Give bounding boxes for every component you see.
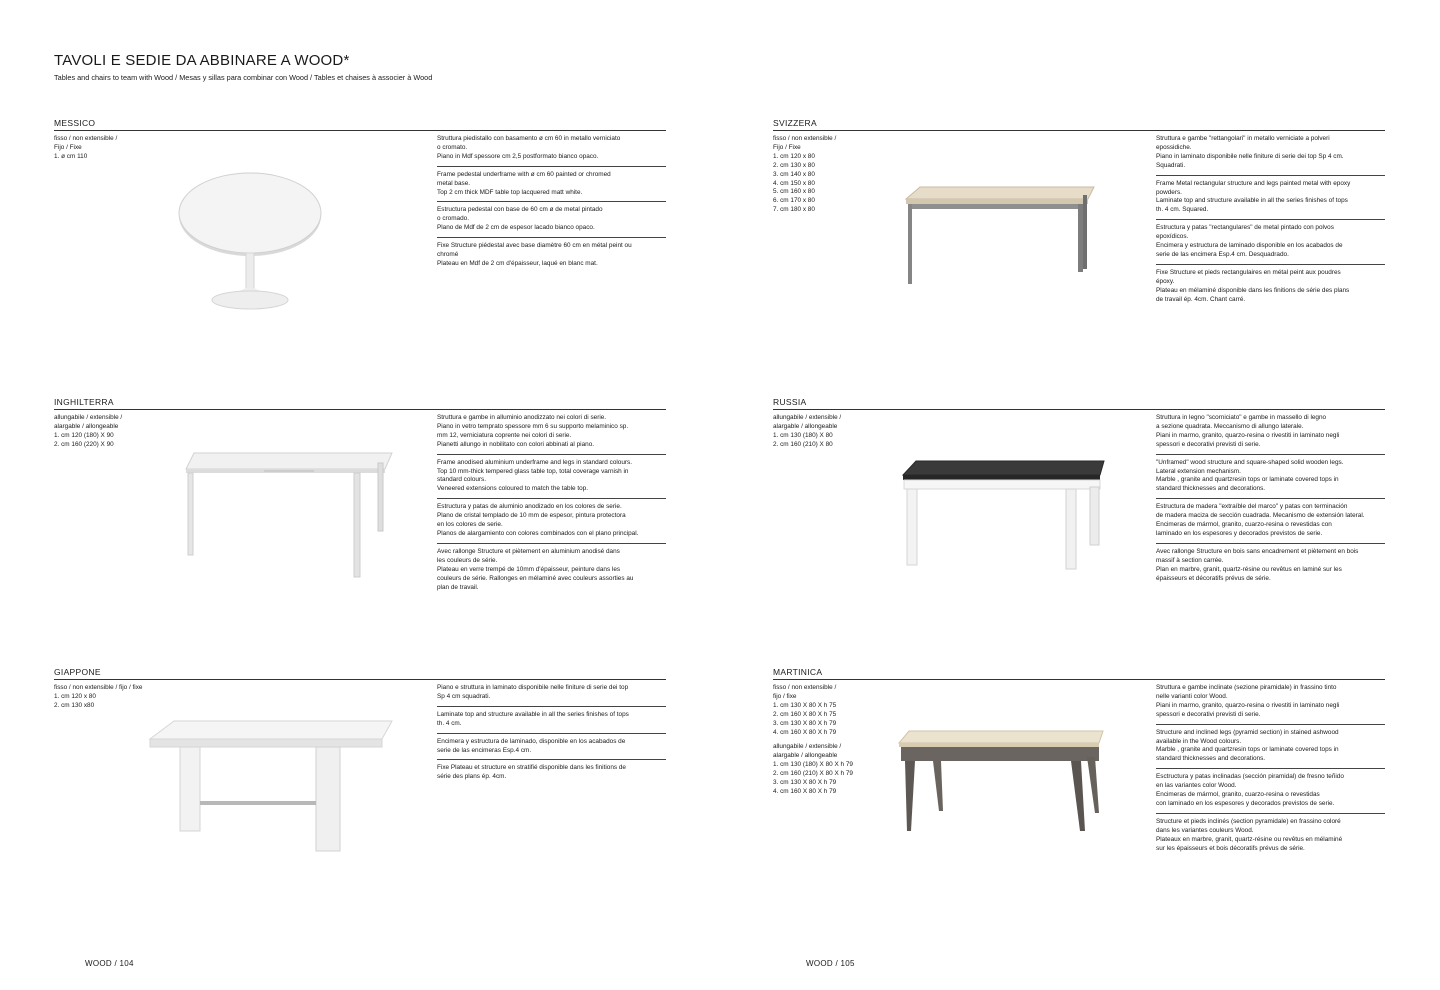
description — [1156, 135, 1385, 313]
desc-line: Marble , granite and quartzresin tops or laminate covered tops in — [1156, 746, 1339, 754]
desc-line: plan de travail. — [437, 583, 479, 591]
desc-french — [1156, 269, 1385, 309]
desc-line: époxy. — [1156, 277, 1175, 285]
desc-line: nelle varianti color Wood. — [1156, 692, 1228, 700]
description — [437, 135, 666, 277]
desc-line: épaisseurs et décoratifs prévus de série. — [1156, 574, 1271, 582]
desc-line: Laminate top and structure available in all the series finishes of tops — [1156, 197, 1348, 205]
table-image-martinica — [895, 727, 1110, 837]
product-name: INGHILTERRA — [54, 397, 114, 407]
size-line: 2. cm 160 X 80 X h 75 — [773, 710, 837, 718]
desc-line: couleurs de série. Rallonges en mélaminé avec couleurs assorties au — [437, 574, 634, 582]
desc-line: spessori e decorativi previsti di serie. — [1156, 710, 1261, 718]
desc-line: Fixe Plateau et structure en stratifié disponible dans les finitions de — [437, 764, 626, 772]
size-line: alargable / allongeable — [773, 422, 838, 430]
desc-line: Laminate top and structure available in all the series finishes of tops — [437, 710, 629, 718]
desc-line: o cromado. — [437, 215, 469, 223]
product-giappone — [54, 667, 666, 927]
size-line: 4. cm 160 X 80 X h 79 — [773, 787, 837, 795]
size-line: 4. cm 150 x 80 — [773, 179, 815, 187]
desc-line: serie de las encimeras Esp.4 cm. — [437, 746, 532, 754]
product-svizzera — [773, 118, 1385, 378]
desc-line: en los colores de serie. — [437, 521, 503, 529]
desc-english — [1156, 180, 1385, 221]
desc-line: en las variantes color Wood. — [1156, 782, 1237, 790]
desc-line: a sezione quadrata. Meccanismo di allungo laterale. — [1156, 422, 1304, 430]
product-inghilterra — [54, 397, 666, 657]
size-line: fisso / non extensible / — [773, 135, 837, 142]
desc-line: Plateaux en marbre, granit, quartz-résine ou revêtus en mélaminé — [1156, 835, 1343, 843]
desc-line: Estructura y patas "rectangulares" de metal pintado con polvos — [1156, 224, 1334, 232]
desc-italian — [437, 684, 666, 707]
desc-line: serie de las encimera Esp.4 cm. Desquadrado. — [1156, 250, 1289, 258]
desc-line: série des plans ép. 4cm. — [437, 773, 507, 781]
product-russia — [773, 397, 1385, 657]
desc-line: th. 4 cm. Squared. — [1156, 206, 1209, 214]
desc-line: de travail ép. 4cm. Chant carré. — [1156, 295, 1246, 303]
size-line: 2. cm 160 (210) X 80 X h 79 — [773, 770, 853, 778]
desc-line: Encimeras de mármol, granito, cuarzo-resina o revestidas con — [1156, 521, 1332, 529]
desc-line: Estructura de madera "extraíble del marco" y patas con terminación — [1156, 503, 1348, 511]
divider — [773, 409, 1385, 410]
size-line: 3. cm 130 X 80 X h 79 — [773, 779, 837, 787]
desc-line: massif à section carrée. — [1156, 556, 1224, 564]
size-list — [54, 684, 254, 711]
desc-line: Structure et pieds inclinés (section pyramidale) en frassino coloré — [1156, 817, 1341, 825]
desc-line: Plan en marbre, granit, quartz-résine ou revêtus en laminé sur les — [1156, 565, 1342, 573]
size-line: 1. ø cm 110 — [54, 152, 88, 160]
desc-italian — [437, 135, 666, 167]
desc-line: Plateau en Mdf de 2 cm d'épaisseur, laqué en blanc mat. — [437, 259, 598, 267]
size-line: allungabile / extensible / — [773, 743, 842, 751]
desc-line: con laminado en los espesores y decorados previstos de serie. — [1156, 799, 1335, 807]
desc-line: Lateral extension mechanism. — [1156, 467, 1241, 475]
size-line: 2. cm 160 (210) X 80 — [773, 440, 833, 448]
desc-line: chromé — [437, 251, 459, 259]
desc-line: spessori e decorativi previsti di serie. — [1156, 440, 1261, 448]
desc-italian — [1156, 414, 1385, 455]
desc-french — [437, 548, 666, 597]
desc-line: Encimera y estructura de laminado, disponible en los acabados de — [437, 737, 626, 745]
desc-line: standard thicknesses and decorations. — [1156, 485, 1266, 493]
desc-line: dans les variantes couleurs Wood. — [1156, 826, 1254, 834]
size-line: fisso / non extensible / — [54, 135, 118, 142]
desc-line: Estructura pedestal con base de 60 cm ø de metal pintado — [437, 206, 603, 214]
desc-spanish — [1156, 224, 1385, 265]
desc-french — [1156, 818, 1385, 858]
table-image-svizzera — [898, 183, 1098, 293]
desc-line: mm 12, verniciatura coprente nei colori di serie. — [437, 431, 572, 439]
desc-line: Fixe Structure et pieds rectangulaires en métal peint aux poudres — [1156, 268, 1341, 276]
desc-line: Planos de alargamiento con colores combinados con el plano principal. — [437, 529, 639, 537]
size-line: Fijo / Fixe — [773, 143, 801, 151]
divider — [773, 679, 1385, 680]
size-line: 1. cm 130 (180) X 80 X h 79 — [773, 761, 853, 769]
size-line: 1. cm 120 x 80 — [773, 152, 815, 160]
desc-line: Struttura e gambe "rettangolari" in metallo verniciate a polveri — [1156, 135, 1330, 142]
size-line: 7. cm 180 x 80 — [773, 206, 815, 214]
desc-line: laminado en los espesores y decorados previstos de serie. — [1156, 529, 1323, 537]
size-line: 1. cm 120 (180) X 90 — [54, 431, 114, 439]
size-line: Fijo / Fixe — [54, 143, 82, 151]
desc-line: Pianetti allungo in nobilitato con colori abbinati al piano. — [437, 440, 595, 448]
desc-line: Struttura e gambe in alluminio anodizzato nei colori di serie. — [437, 414, 607, 421]
size-line: 2. cm 160 (220) X 90 — [54, 440, 114, 448]
desc-line: Avec rallonge Structure et piètement en aluminium anodisé dans — [437, 547, 620, 555]
description — [437, 414, 666, 600]
desc-line: Veneered extensions coloured to match the table top. — [437, 485, 588, 493]
product-name: RUSSIA — [773, 397, 807, 407]
desc-line: Estructura y patas de aluminio anodizado en los colores de serie. — [437, 503, 622, 511]
size-line: 1. cm 130 X 80 X h 75 — [773, 701, 837, 709]
product-name: MARTINICA — [773, 667, 823, 677]
description — [1156, 414, 1385, 592]
table-image-russia — [898, 457, 1108, 572]
desc-english — [1156, 729, 1385, 770]
desc-line: Piani in marmo, granito, quarzo-resina o rivestiti in laminato negli — [1156, 431, 1340, 439]
page-title: TAVOLI E SEDIE DA ABBINARE A WOOD* — [54, 52, 350, 69]
product-name: GIAPPONE — [54, 667, 101, 677]
desc-line: Struttura e gambe inclinate (sezione piramidale) in frassino tinto — [1156, 684, 1337, 691]
size-list — [773, 414, 973, 450]
size-line: fisso / non extensible / — [773, 684, 837, 691]
size-line: 3. cm 130 X 80 X h 79 — [773, 719, 837, 727]
size-line: 2. cm 130 x 80 — [773, 161, 815, 169]
desc-line: Plano de cristal templado de 10 mm de espesor, pintura protectora — [437, 512, 626, 520]
desc-line: th. 4 cm. — [437, 719, 462, 727]
desc-english — [437, 171, 666, 203]
desc-spanish — [437, 206, 666, 238]
desc-line: o cromato. — [437, 143, 468, 151]
desc-line: Plano de Mdf de 2 cm de espesor lacado bianco opaco. — [437, 224, 595, 232]
desc-line: Top 10 mm-thick tempered glass table top, total coverage varnish in — [437, 467, 629, 475]
desc-line: Piano in laminato disponibile nelle finiture di serie dei top Sp 4 cm. — [1156, 152, 1344, 160]
desc-spanish — [1156, 773, 1385, 814]
desc-english — [437, 459, 666, 500]
desc-line: Marble , granite and quartzresin tops or laminate covered tops in — [1156, 476, 1339, 484]
desc-line: Piano in vetro temprato spessore mm 6 su supporto melaminico sp. — [437, 422, 629, 430]
page-number-left: WOOD / 104 — [85, 959, 134, 968]
size-line: 4. cm 160 X 80 X h 79 — [773, 728, 837, 736]
desc-line: Avec rallonge Structure en bois sans encadrement et piètement en bois — [1156, 547, 1359, 555]
size-line: 5. cm 160 x 80 — [773, 188, 815, 196]
size-line: 1. cm 120 x 80 — [54, 692, 96, 700]
desc-line: Piani in marmo, granito, quarzo-resina o rivestiti in laminato negli — [1156, 701, 1340, 709]
divider — [54, 409, 666, 410]
desc-line: standard thicknesses and decorations. — [1156, 755, 1266, 763]
size-list — [54, 135, 254, 162]
desc-line: sur les épaisseurs et bois décoratifs prévus de série. — [1156, 844, 1305, 852]
desc-line: Struttura piedistallo con basamento ø cm 60 in metallo verniciato — [437, 135, 621, 142]
page-subtitle: Tables and chairs to team with Wood / Mesas y sillas para combinar con Wood / Tables et chaises à associer à Wood — [54, 73, 433, 82]
desc-line: epoxídicos. — [1156, 233, 1189, 241]
desc-line: Piano e struttura in laminato disponibile nelle finiture di serie dei top — [437, 684, 629, 691]
size-line: alargable / allongeable — [773, 752, 838, 760]
size-line: 2. cm 130 x80 — [54, 701, 95, 709]
description — [437, 684, 666, 790]
desc-french — [437, 764, 666, 786]
desc-line: Frame Metal rectangular structure and legs painted metal with epoxy — [1156, 179, 1351, 187]
divider — [773, 130, 1385, 131]
table-image-messico — [174, 168, 334, 318]
desc-english — [437, 711, 666, 734]
size-line: allungabile / extensible / — [54, 414, 123, 421]
desc-line: available in the Wood colours. — [1156, 737, 1242, 745]
desc-line: Plateau en verre trempé de 10mm d'épaisseur, peinture dans les — [437, 565, 621, 573]
desc-line: Plateau en mélaminé disponible dans les finitions de série des plans — [1156, 286, 1350, 294]
desc-line: epossidiche. — [1156, 143, 1192, 151]
product-name: SVIZZERA — [773, 118, 817, 128]
divider — [54, 130, 666, 131]
desc-line: Sp 4 cm squadrati. — [437, 692, 491, 700]
size-line: fijo / fixe — [773, 692, 797, 700]
desc-spanish — [1156, 503, 1385, 544]
desc-line: Encimera y estructura de laminado disponible en los acabados de — [1156, 242, 1343, 250]
divider — [54, 679, 666, 680]
desc-french — [437, 242, 666, 273]
desc-line: Structure and inclined legs (pyramid section) in stained ashwood — [1156, 728, 1339, 736]
size-line: 1. cm 130 (180) X 80 — [773, 431, 833, 439]
product-martinica — [773, 667, 1385, 927]
desc-line: Encimeras de mármol, granito, cuarzo-resina o revestidas — [1156, 791, 1320, 799]
product-name: MESSICO — [54, 118, 96, 128]
size-line: 6. cm 170 x 80 — [773, 197, 815, 205]
desc-line: Frame pedestal underframe with ø cm 60 painted or chromed — [437, 170, 611, 178]
desc-spanish — [437, 503, 666, 544]
desc-line: Piano in Mdf spessore cm 2,5 postformato bianco opaco. — [437, 152, 599, 160]
desc-line: Esctructura y patas inclinadas (sección piramidal) de fresno teñido — [1156, 773, 1344, 781]
desc-line: de madera maciza de sección cuadrada. Mecanismo de extensión lateral. — [1156, 512, 1365, 520]
desc-line: Squadrati. — [1156, 161, 1186, 169]
desc-italian — [1156, 135, 1385, 176]
size-line: fisso / non extensible / fijo / fixe — [54, 684, 143, 691]
table-image-inghilterra — [182, 445, 397, 580]
size-line: alargable / allongeable — [54, 422, 119, 430]
desc-italian — [437, 414, 666, 455]
desc-line: Top 2 cm thick MDF table top lacquered matt white. — [437, 188, 583, 196]
page-number-right: WOOD / 105 — [806, 959, 855, 968]
size-line: 3. cm 140 x 80 — [773, 170, 815, 178]
desc-italian — [1156, 684, 1385, 725]
desc-english — [1156, 459, 1385, 500]
desc-line: les couleurs de série. — [437, 556, 498, 564]
table-image-giappone — [146, 717, 396, 857]
desc-line: "Unframed" wood structure and square-shaped solid wooden legs. — [1156, 458, 1344, 466]
desc-line: powders. — [1156, 188, 1182, 196]
product-messico — [54, 118, 666, 378]
desc-line: standard colours. — [437, 476, 487, 484]
description — [1156, 684, 1385, 862]
desc-line: Frame anodised aluminium underframe and legs in standard colours. — [437, 458, 633, 466]
desc-french — [1156, 548, 1385, 588]
desc-line: Fixe Structure piédestal avec base diamètre 60 cm en métal peint ou — [437, 242, 632, 250]
desc-line: metal base. — [437, 179, 471, 187]
desc-spanish — [437, 738, 666, 761]
desc-line: Struttura in legno "scorniciato" e gambe in massello di legno — [1156, 414, 1327, 421]
size-line: allungabile / extensible / — [773, 414, 842, 421]
